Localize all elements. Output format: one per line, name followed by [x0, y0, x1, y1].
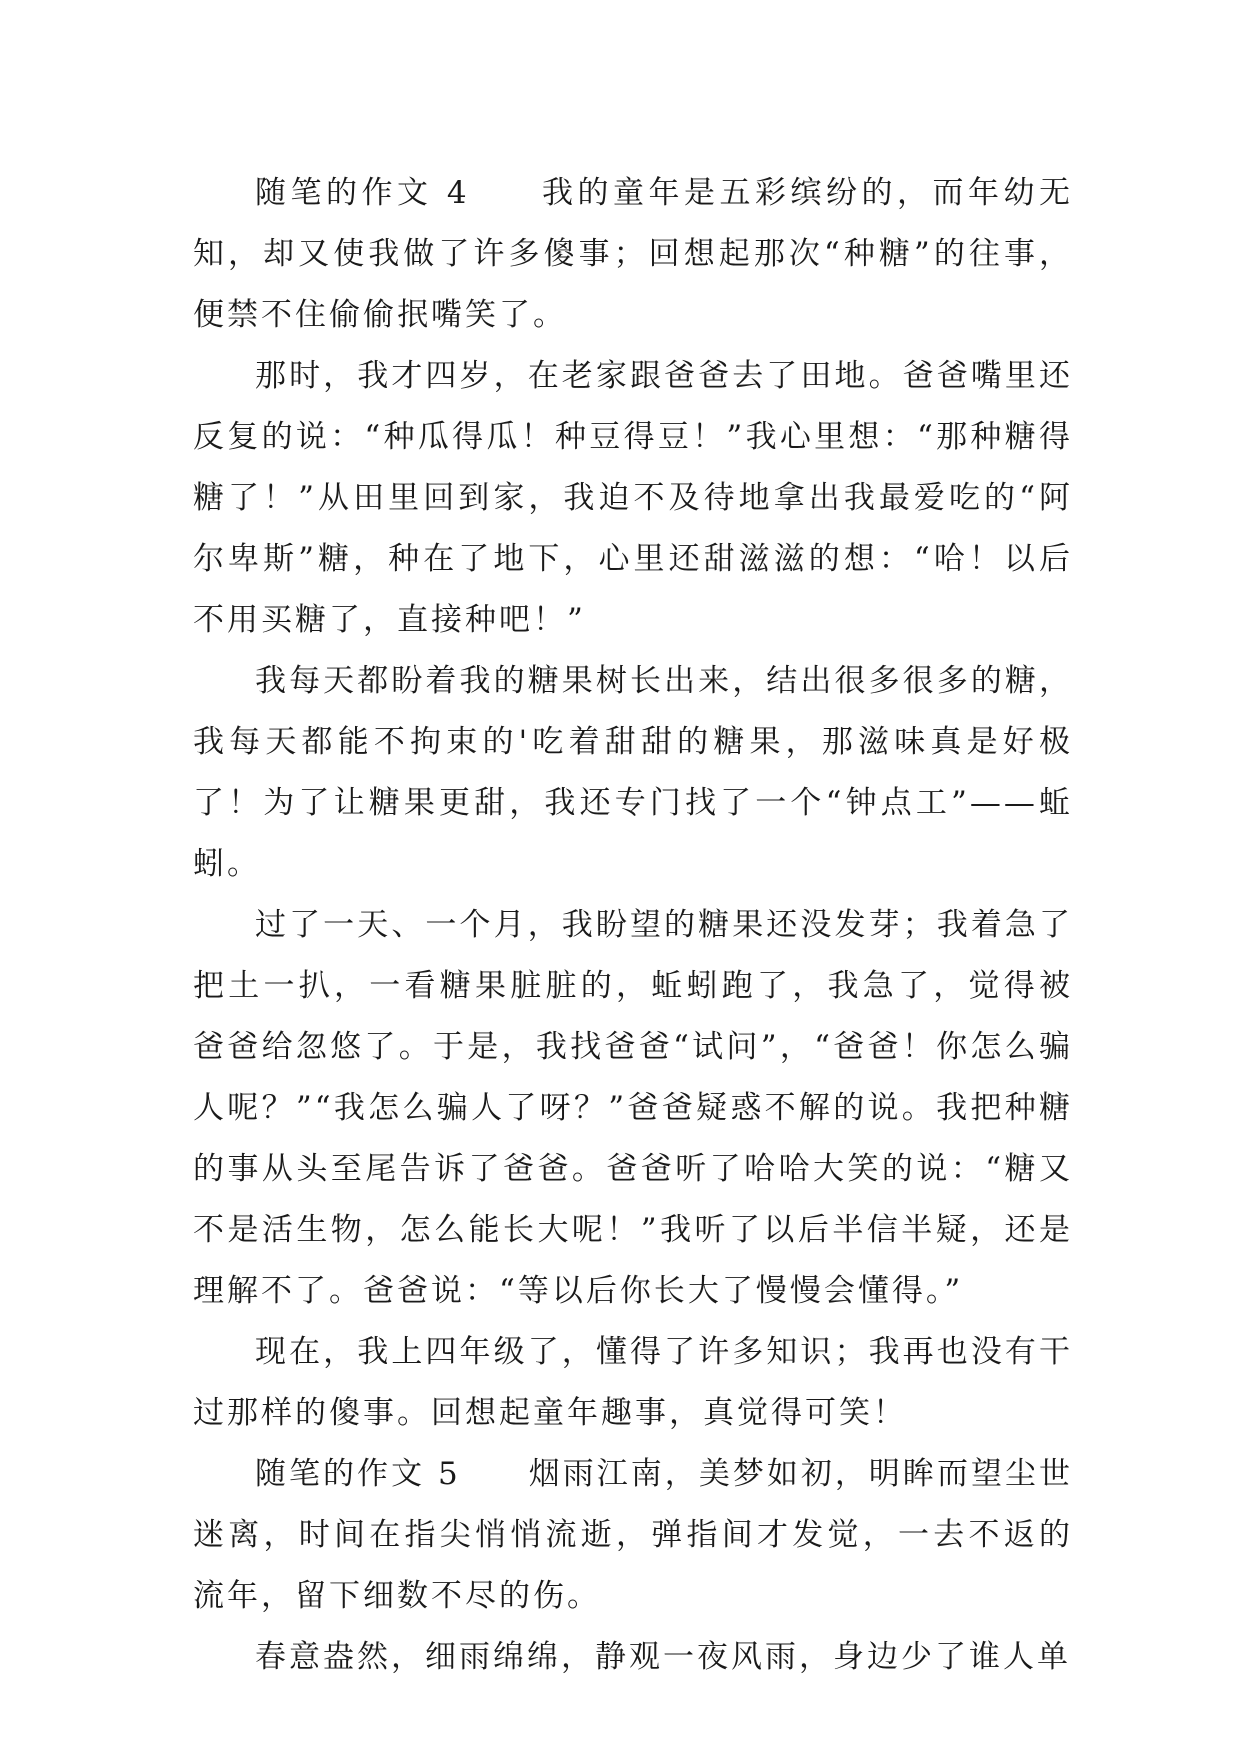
paragraph-planting-candy: 那时，我才四岁，在老家跟爸爸去了田地。爸爸嘴里还反复的说：“种瓜得瓜！种豆得豆！”我心里想：“那种糖得糖了！”从田里回到家，我迫不及待地拿出我最爱吃的“阿尔卑斯”糖，种在了地下，心里还甜滋滋的想：“哈！以后不用买糖了，直接种吧！” [193, 358, 1073, 638]
paragraph-waiting-for-tree: 我每天都盼着我的糖果树长出来，结出很多很多的糖，我每天都能不拘束的'吃着甜甜的糖果，那滋味真是好极了！为了让糖果更甜，我还专门找了一个“钟点工”——蚯蚓。 [193, 663, 1073, 882]
paragraph-essay-4-intro: 随笔的作文 4 我的童年是五彩缤纷的，而年幼无知，却又使我做了许多傻事；回想起那次“种糖”的往事，便禁不住偷偷抿嘴笑了。 [193, 175, 1073, 333]
paragraph-asking-dad: 过了一天、一个月，我盼望的糖果还没发芽；我着急了把土一扒，一看糖果脏脏的，蚯蚓跑了，我急了，觉得被爸爸给忽悠了。于是，我找爸爸“试问”，“爸爸！你怎么骗人呢？”“我怎么骗人了呀？”爸爸疑惑不解的说。我把种糖的事从头至尾告诉了爸爸。爸爸听了哈哈大笑的说：“糖又不是活生物，怎么能长大呢！”我听了以后半信半疑，还是理解不了。爸爸说：“等以后你长大了慢慢会懂得。” [193, 907, 1073, 1309]
essay-body [193, 163, 1073, 1688]
paragraph-essay-5-intro: 随笔的作文 5 烟雨江南，美梦如初，明眸而望尘世迷离，时间在指尖悄悄流逝，弹指间才发觉，一去不返的流年，留下细数不尽的伤。 [193, 1456, 1073, 1614]
paragraph-now: 现在，我上四年级了，懂得了许多知识；我再也没有干过那样的傻事。回想起童年趣事，真觉得可笑！ [193, 1334, 1073, 1431]
paragraph-spring: 春意盎然，细雨绵绵，静观一夜风雨，身边少了谁人单 [255, 1639, 1071, 1675]
